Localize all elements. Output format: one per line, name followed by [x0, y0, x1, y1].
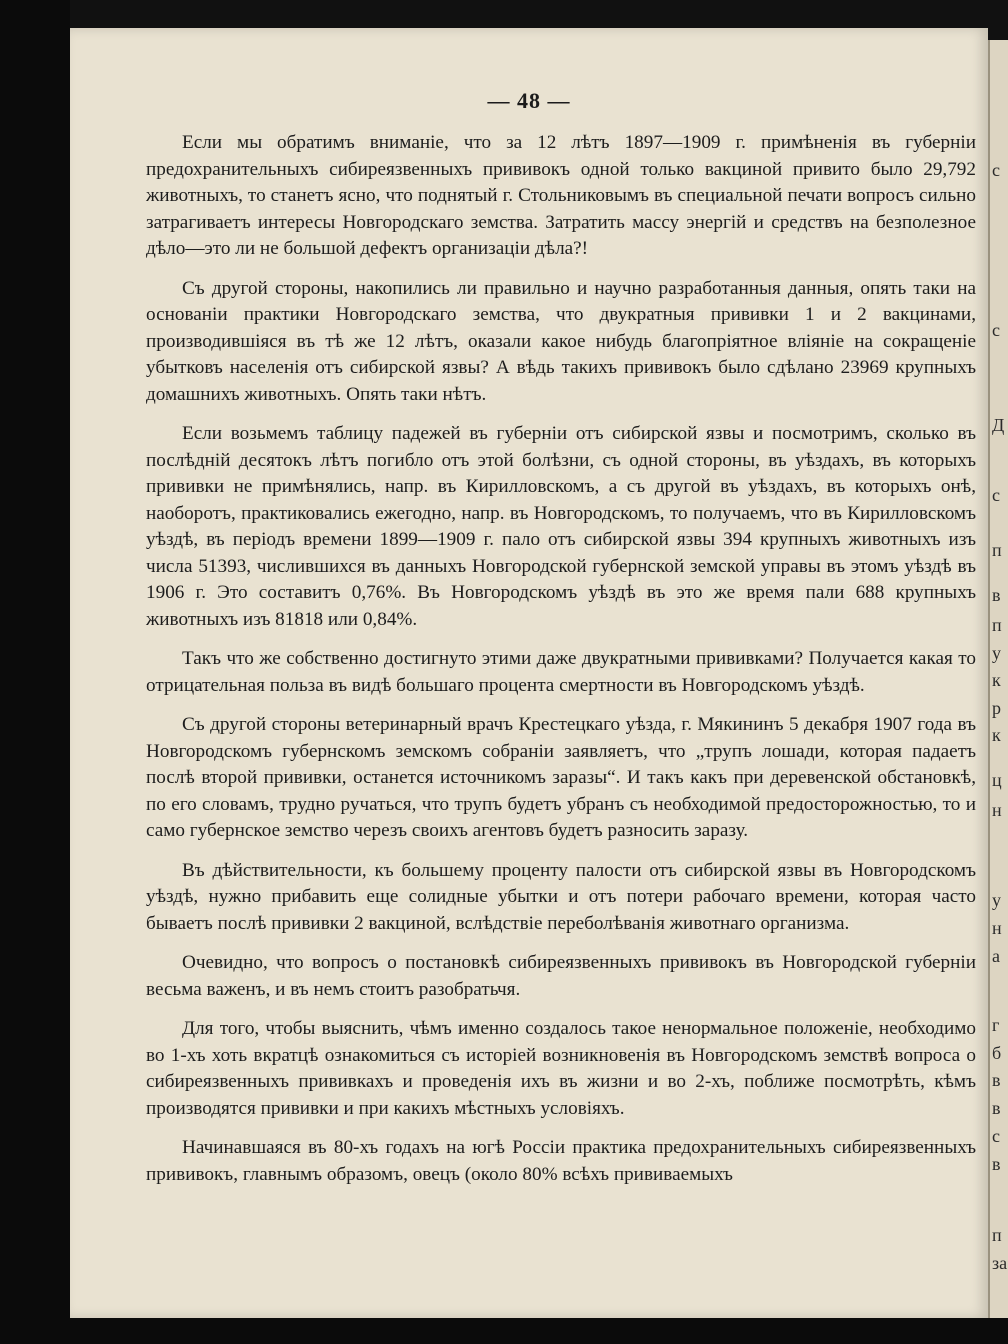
adjacent-page-fragment: в — [992, 1154, 1001, 1174]
adjacent-page-fragment: у — [992, 890, 1001, 910]
scan-border-left — [0, 0, 70, 1344]
adjacent-page-fragment: а — [992, 946, 1000, 966]
paragraph: Очевидно, что вопросъ о постановкѣ сибиреязвенныхъ прививокъ въ Новгородской губерніи весьма важенъ, и въ немъ стоитъ разобратьчя. — [146, 952, 976, 1000]
paragraph: Такъ что же собственно достигнуто этими даже двукратными прививками? Получается какая то отрицательная польза въ видѣ большаго процента смертности въ Новгородскомъ уѣздѣ. — [146, 648, 976, 696]
paragraph: Для того, чтобы выяснить, чѣмъ именно создалось такое ненормальное положеніе, необходимо во 1-хъ хоть вкратцѣ ознакомиться съ исторіей возникновенія въ Новгородскомъ земствѣ вопроса о сибиреязвенныхъ прививкахъ и проведенія ихъ въ жизни и во 2-хъ, поближе посмотрѣть, кѣмъ производятся прививки и при какихъ мѣстныхъ условіяхъ. — [146, 1018, 976, 1119]
adjacent-page-fragment: в — [992, 1070, 1001, 1090]
adjacent-page-fragment: у — [992, 643, 1001, 663]
adjacent-page-fragment: г — [992, 1015, 1000, 1035]
adjacent-page-fragment: н — [992, 918, 1002, 938]
adjacent-page-fragment: за — [992, 1253, 1008, 1273]
book-page — [70, 28, 988, 1318]
paragraph: Если мы обратимъ вниманіе, что за 12 лѣтъ 1897—1909 г. примѣненія въ губерніи предохранительныхъ сибиреязвенныхъ прививокъ одной только вакциной привито было 29,792 животныхъ, то станетъ ясно, что поднятый г. Стольниковымъ въ специальной печати вопросъ сильно затрагиваетъ интересы Новгородскаго земства. Затратить массу энергій и средствъ на безполезное дѣло—это ли не большой дефектъ организаціи дѣла?! — [146, 132, 976, 259]
paragraph: Начинавшаяся въ 80-хъ годахъ на югѣ Россіи практика предохранительныхъ сибиреязвенныхъ прививокъ, главнымъ образомъ, овецъ (около 80% всѣхъ прививаемыхъ — [146, 1137, 976, 1185]
adjacent-page-fragment: Д — [992, 415, 1005, 435]
adjacent-page-fragment: к — [992, 670, 1001, 690]
paragraph: Въ дѣйствительности, къ большему проценту палости отъ сибирской язвы въ Новгородскомъ уѣздѣ, нужно прибавить еще солидные убытки и отъ потери рабочаго времени, которая часто бываетъ послѣ прививки 2 вакциной, вслѣдствіе переболѣванія животнаго организма. — [146, 859, 976, 934]
paragraph: Съ другой стороны ветеринарный врачъ Крестецкаго уѣзда, г. Мякининъ 5 декабря 1907 года въ Новгородскомъ губернскомъ земскомъ собраніи заявляетъ, что „трупъ лошади, которая падаетъ послѣ второй прививки, останется источникомъ заразы“. И такъ какъ при деревенской обстановкѣ, по его словамъ, трудно ручаться, что трупъ будетъ убранъ съ необходимой предосторожностью, то и само губернское земство черезъ своихъ агентовъ будетъ разносить заразу. — [146, 714, 976, 841]
adjacent-page-fragment: п — [992, 540, 1002, 560]
adjacent-page-fragment: ц — [992, 770, 1002, 790]
paragraph: Если возьмемъ таблицу падежей въ губерніи отъ сибирской язвы и посмотримъ, сколько въ послѣдній десятокъ лѣтъ погибло отъ этой болѣзни, съ одной стороны, въ уѣздахъ, въ которыхъ прививки не примѣнялись, напр. въ Кирилловскомъ, а съ другой въ уѣздахъ, въ которыхъ онѣ, наоборотъ, практиковались ежегодно, напр. въ Новгородскомъ, то получаемъ, что въ Кирилловскомъ уѣздѣ, въ періодъ времени 1899—1909 г. пало отъ сибирской язвы 394 крупныхъ животныхъ изъ числа 51393, числившихся въ данныхъ Новгородской губернской земской управы въ этомъ уѣздѣ въ 1906 г. Это составитъ 0,76%. Въ Новгородскомъ уѣздѣ въ это же время пали 688 крупныхъ животныхъ изъ 81818 или 0,84%. — [146, 423, 976, 630]
adjacent-page-fragment: р — [992, 698, 1001, 718]
adjacent-page-fragment: к — [992, 725, 1001, 745]
adjacent-page-fragment: п — [992, 615, 1002, 635]
adjacent-page-fragment: н — [992, 800, 1002, 820]
adjacent-page-fragment: б — [992, 1043, 1002, 1063]
adjacent-page-edge — [988, 40, 1008, 1318]
adjacent-page-fragment: п — [992, 1225, 1002, 1245]
paragraph: Съ другой стороны, накопились ли правильно и научно разработанныя данныя, опять таки на основаніи практики Новгородскаго земства, что двукратныя прививки 1 и 2 вакцинами, производившіяся въ тѣ же 12 лѣтъ, оказали какое нибудь благопріятное вліяніе на сокращеніе убытковъ населенія отъ сибирской язвы? А вѣдь такихъ прививокъ было сдѣлано 23969 крупныхъ домашнихъ животныхъ. Опять таки нѣтъ. — [146, 277, 976, 405]
adjacent-page-fragment: в — [992, 585, 1001, 605]
adjacent-page-fragment: с — [992, 485, 1000, 505]
adjacent-page-fragment: в — [992, 1098, 1001, 1118]
page-number: — 48 — — [487, 88, 571, 113]
scan-border-bottom — [0, 1318, 1008, 1344]
adjacent-page-fragment: с — [992, 160, 1000, 180]
adjacent-page-fragment: с — [992, 1126, 1000, 1146]
adjacent-page-fragment: с — [992, 320, 1000, 340]
page-text — [146, 130, 976, 1201]
